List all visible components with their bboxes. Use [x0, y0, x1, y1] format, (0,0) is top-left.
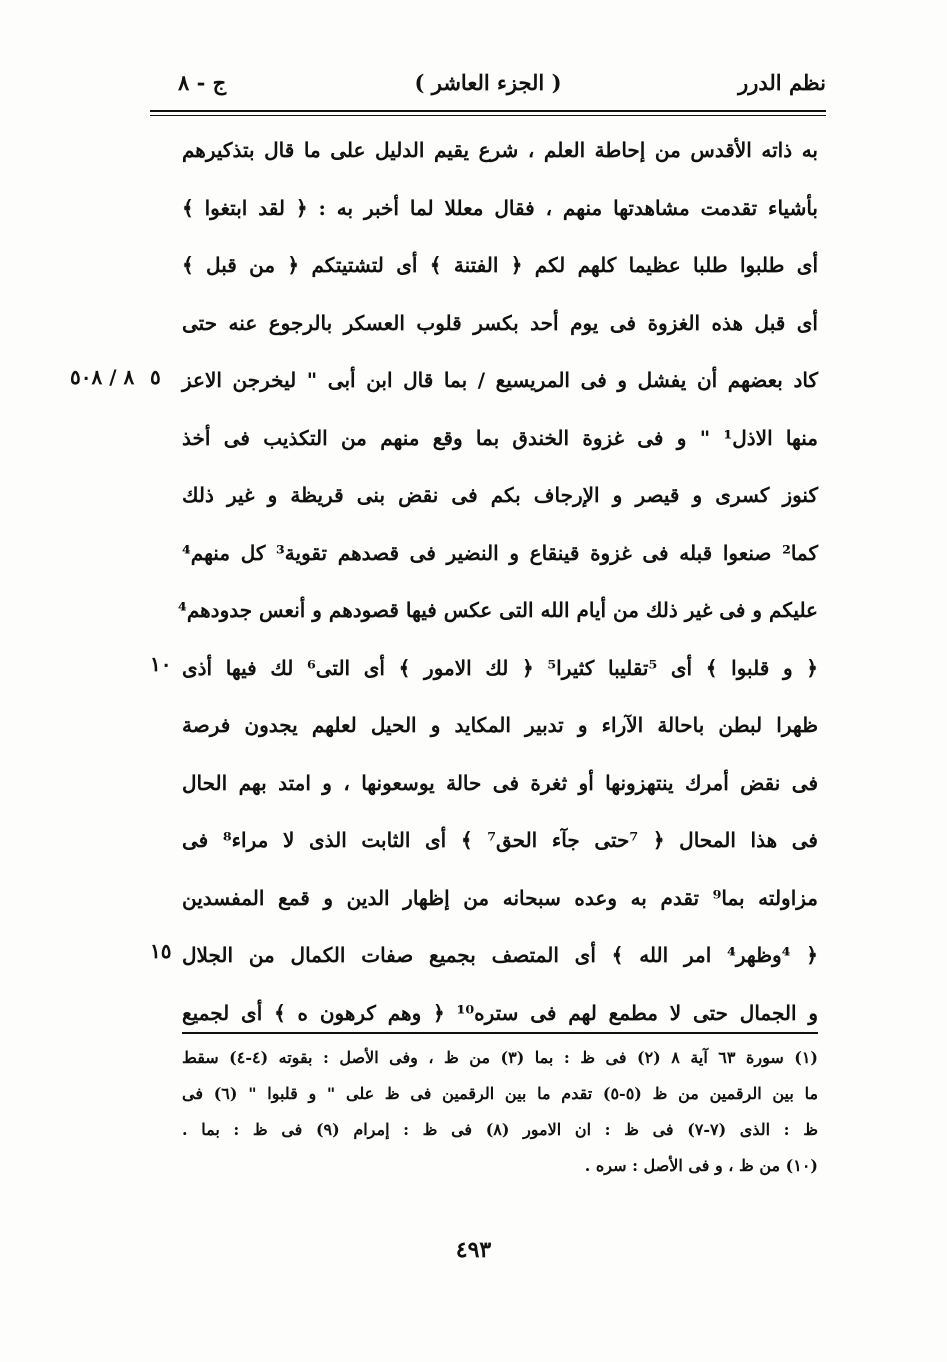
text-line: فى هذا المحال ﴿ ⁷حتى جآء الحق⁷ ﴾ أى الثابت الذى لا مراء⁸ فى [182, 828, 818, 852]
text-line: كما² صنعوا قبله فى غزوة قينقاع و النضير فى قصدهم تقوية³ كل منهم⁴ [182, 540, 819, 565]
line-number-15: ١٥ [150, 939, 172, 963]
header-rule-thin [150, 115, 826, 116]
text-line: و الجمال حتى لا مطمع لهم فى ستره¹⁰ ﴿ وهم كرهون ه ﴾ أى لجميع [182, 1000, 818, 1025]
line-number-5: ٥ [150, 365, 161, 389]
text-line: ﴿ و قلبوا ﴾ أى ⁵تقليبا كثيرا⁵ ﴿ لك الامور ﴾ أى التى⁶ لك فيها أذى [182, 655, 818, 680]
text-line: عليكم و فى غير ذلك من أيام الله التى عكس فيها قصودهم و أنعس جدودهم⁴ [178, 598, 818, 622]
running-header [150, 66, 826, 106]
footnote-line: ما بين الرقمين من ظ (٥-٥) تقدم ما بين الرقمين فى ظ على " و قلبوا " (٦) فى [182, 1084, 819, 1103]
page-number: ٤٩٣ [455, 1237, 492, 1263]
text-line: كنوز كسرى و قيصر و الإرجاف بكم فى نقض بنى قريظة و غير ذلك [182, 483, 818, 507]
part-title: ( الجزء العاشر ) [414, 70, 562, 95]
main-text [178, 122, 819, 1042]
text-line: ظهرا لبطن باحالة الآراء و تدبير المكايد و الحيل لعلهم يجدون فرصة [182, 713, 818, 737]
footnote-line: (١٠) من ظ ، و فى الأصل : سره . [584, 1156, 818, 1175]
header-rule-thick [150, 110, 826, 112]
text-line: فى نقض أمرك ينتهزونها أو ثغرة فى حالة يوسعونها ، و امتد بهم الحال [182, 770, 818, 795]
volume-label: ج - ٨ [178, 70, 227, 95]
footnote-line: (١) سورة ٦٣ آية ٨ (٢) فى ظ : بما (٣) من ظ ، وفى الأصل : بقوته (٤-٤) سقط [182, 1048, 818, 1067]
text-line: به ذاته الأقدس من إحاطة العلم ، شرع يقيم الدليل على ما قال بتذكيرهم [182, 138, 818, 162]
footnotes [182, 1040, 818, 1184]
text-line: ﴿ ⁴وظهر⁴ امر الله ﴾ أى المتصف بجميع صفات الكمال من الجلال [182, 943, 818, 967]
text-line: كاد بعضهم أن يفشل و فى المريسيع / بما قال ابن أبى " ليخرجن الاعز [182, 368, 818, 392]
manuscript-folio-ref: ٨ / ٥٠٨ [70, 365, 135, 389]
text-line: أى قبل هذه الغزوة فى يوم أحد بكسر قلوب العسكر بالرجوع عنه حتى [182, 310, 818, 335]
footnote-line: ظ : الذى (٧-٧) فى ظ : ان الامور (٨) فى ظ : إمرام (٩) فى ظ : بما . [182, 1120, 818, 1139]
text-line: أى طلبوا طلبا عظيما كلهم لكم ﴿ الفتنة ﴾ أى لتشتيتكم ﴿ من قبل ﴾ [182, 253, 818, 277]
text-line: منها الاذل¹ " و فى غزوة الخندق بما وقع منهم من التكذيب فى أخذ [182, 425, 818, 450]
line-number-10: ١٠ [150, 652, 172, 676]
footnote-rule [182, 1032, 818, 1034]
text-line: مزاولته بما⁹ تقدم به وعده سبحانه من إظهار الدين و قمع المفسدين [182, 885, 818, 910]
text-line: بأشياء تقدمت مشاهدتها منهم ، فقال معللا لما أخبر به : ﴿ لقد ابتغوا ﴾ [182, 195, 818, 220]
book-title: نظم الدرر [738, 70, 826, 95]
